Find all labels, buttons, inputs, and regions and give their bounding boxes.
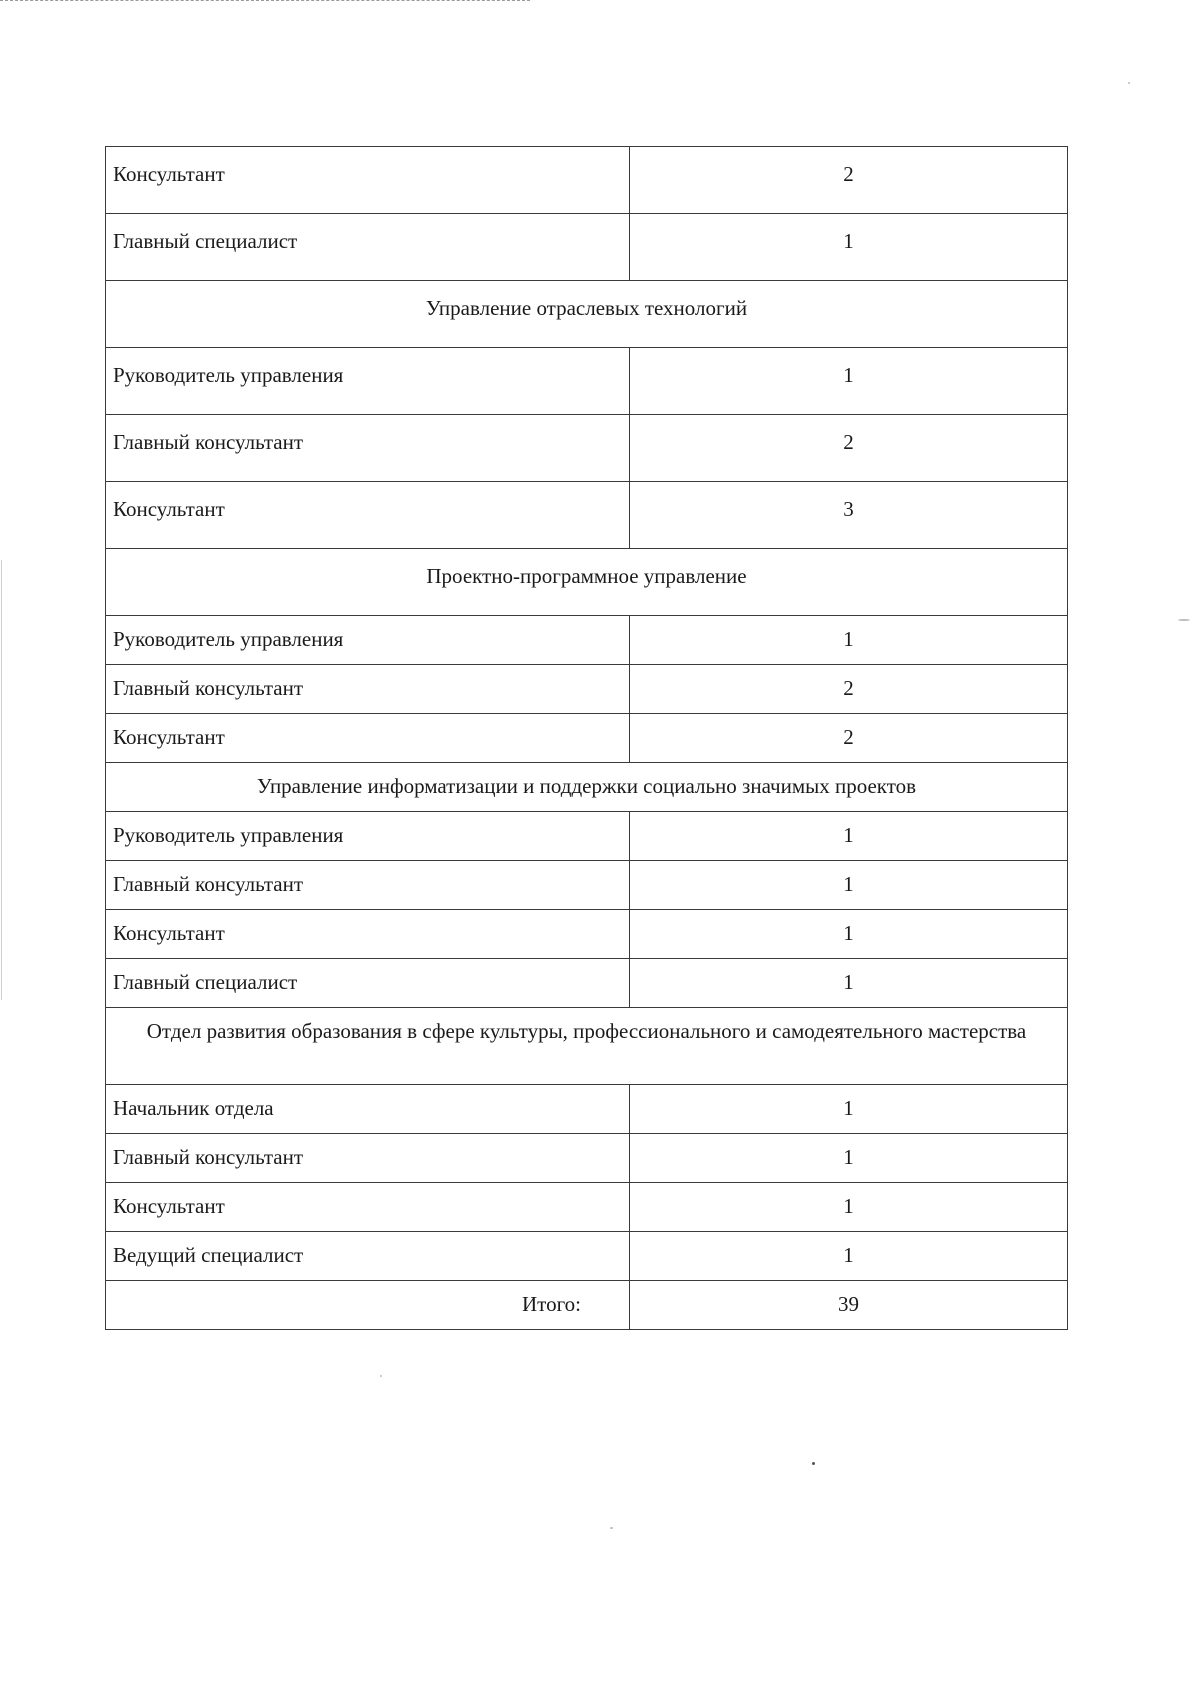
count-cell: 2	[630, 415, 1068, 482]
count-cell: 1	[630, 812, 1068, 861]
table-row	[106, 415, 1068, 482]
table-row	[106, 214, 1068, 281]
scan-top-rule	[0, 0, 530, 2]
table-row	[106, 714, 1068, 763]
scan-speck	[1178, 619, 1190, 621]
table-row	[106, 861, 1068, 910]
count-cell: 1	[630, 1183, 1068, 1232]
section-header-row	[106, 281, 1068, 348]
position-cell: Главный специалист	[106, 214, 630, 281]
scan-speck	[380, 1375, 382, 1377]
count-cell: 3	[630, 482, 1068, 549]
position-cell: Консультант	[106, 147, 630, 214]
count-cell: 1	[630, 1134, 1068, 1183]
position-cell: Главный специалист	[106, 959, 630, 1008]
position-cell: Руководитель управления	[106, 348, 630, 415]
count-cell: 1	[630, 1085, 1068, 1134]
scan-speck	[1128, 82, 1130, 84]
table-row	[106, 910, 1068, 959]
position-cell: Главный консультант	[106, 1134, 630, 1183]
total-row	[106, 1281, 1068, 1330]
position-cell: Консультант	[106, 714, 630, 763]
table-row	[106, 665, 1068, 714]
table-row	[106, 1085, 1068, 1134]
scan-left-edge-mark	[1, 560, 2, 1000]
count-cell: 2	[630, 147, 1068, 214]
table-row	[106, 1183, 1068, 1232]
position-cell: Начальник отдела	[106, 1085, 630, 1134]
position-cell: Руководитель управления	[106, 616, 630, 665]
count-cell: 2	[630, 665, 1068, 714]
position-cell: Главный консультант	[106, 861, 630, 910]
table-row	[106, 147, 1068, 214]
count-cell: 1	[630, 616, 1068, 665]
position-cell: Главный консультант	[106, 415, 630, 482]
section-title: Управление отраслевых технологий	[106, 281, 1068, 348]
position-cell: Руководитель управления	[106, 812, 630, 861]
section-title: Отдел развития образования в сфере культуры, профессионального и самодеятельного мастерства	[106, 1008, 1068, 1085]
total-value: 39	[630, 1281, 1068, 1330]
section-header-row	[106, 549, 1068, 616]
table-row	[106, 1134, 1068, 1183]
section-header-row	[106, 1008, 1068, 1085]
position-cell: Консультант	[106, 482, 630, 549]
section-header-row	[106, 763, 1068, 812]
section-title: Управление информатизации и поддержки социально значимых проектов	[106, 763, 1068, 812]
count-cell: 2	[630, 714, 1068, 763]
position-cell: Консультант	[106, 910, 630, 959]
scan-speck	[610, 1527, 613, 1529]
table-row	[106, 348, 1068, 415]
count-cell: 1	[630, 959, 1068, 1008]
position-cell: Консультант	[106, 1183, 630, 1232]
count-cell: 1	[630, 861, 1068, 910]
total-label: Итого:	[106, 1281, 630, 1330]
table-row	[106, 616, 1068, 665]
count-cell: 1	[630, 348, 1068, 415]
scan-speck	[812, 1462, 815, 1465]
table-row	[106, 482, 1068, 549]
position-cell: Ведущий специалист	[106, 1232, 630, 1281]
staffing-table	[105, 146, 1068, 1330]
count-cell: 1	[630, 214, 1068, 281]
table-row	[106, 812, 1068, 861]
count-cell: 1	[630, 910, 1068, 959]
table-row	[106, 1232, 1068, 1281]
position-cell: Главный консультант	[106, 665, 630, 714]
section-title: Проектно-программное управление	[106, 549, 1068, 616]
table-row	[106, 959, 1068, 1008]
count-cell: 1	[630, 1232, 1068, 1281]
